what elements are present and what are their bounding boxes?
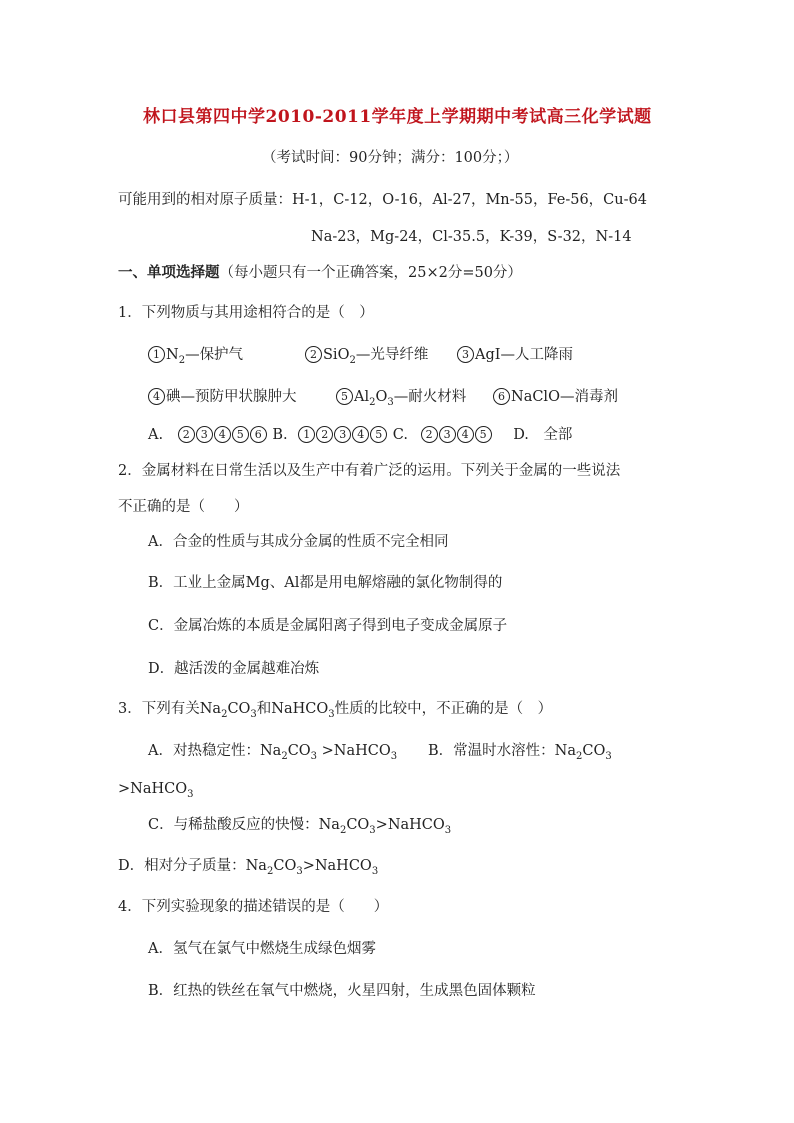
q3-option-d: D．相对分子质量：$Na_2CO_3>NaHCO_3$	[118, 858, 379, 877]
q1-item-5: 5 $Al_2O_3—$耐火材料	[336, 388, 466, 406]
q4-stem: 4．下列实验现象的描述错误的是（ ）	[118, 899, 389, 915]
q1-item-2: 2 SiO$_2$—光导纤维	[305, 346, 428, 364]
section-note: （每小题只有一个正确答案，25×2分=50分）	[219, 265, 522, 281]
exam-info: （考试时间：90分钟；满分：100分；）	[262, 150, 519, 166]
q1-item-1: 1 $N_2—$保护气	[148, 346, 243, 364]
circled-number: 3	[457, 346, 474, 363]
q1-options: A. 2 3 4 5 6 B. 1 2 3 4 5 C. 2 3 4 5 D. 全部	[148, 427, 573, 443]
atomic-mass-line-2: Na-23，Mg-24，Cl-35.5，K-39，S-32，N-14	[311, 229, 632, 245]
q1-option-b-label: B.	[272, 427, 288, 443]
circled-number: 6	[493, 388, 510, 405]
circled-number: 5	[336, 388, 353, 405]
atomic-mass-line-1: 可能用到的相对原子质量：H-1，C-12，O-16，Al-27，Mn-55，Fe-56，Cu-64	[118, 192, 647, 208]
circled-number: 1	[148, 346, 165, 363]
q3-option-b-cont: >NaHCO$_3$	[118, 781, 194, 800]
q1-item-6: 6 NaClO—消毒剂	[493, 388, 618, 406]
circled-number: 2	[305, 346, 322, 363]
section-heading	[118, 264, 522, 282]
section-title: 一、单项选择题	[118, 264, 220, 281]
q4-option-b: B．红热的铁丝在氧气中燃烧，火星四射，生成黑色固体颗粒	[148, 983, 536, 999]
q3-option-a: A．对热稳定性：$Na_2CO_3$ >NaHCO$_3$	[148, 743, 398, 762]
q3-stem: 3．下列有关$Na_2CO_3$和NaHCO$_3$性质的比较中，不正确的是（ ）	[118, 701, 553, 720]
q2-option-b: B．工业上金属Mg、Al都是用电解熔融的氯化物制得的	[148, 575, 503, 591]
q1-option-d: D. 全部	[513, 427, 573, 443]
q1-stem: 1．下列物质与其用途相符合的是（ ）	[118, 305, 374, 321]
q2-stem-1: 2．金属材料在日常生活以及生产中有着广泛的运用。下列关于金属的一些说法	[118, 463, 621, 479]
page-title: 林口县第四中学2010-2011学年度上学期期中考试高三化学试题	[143, 107, 652, 127]
q2-option-a: A．合金的性质与其成分金属的性质不完全相同	[148, 534, 449, 550]
q1-item-4: 4 碘—预防甲状腺肿大	[148, 388, 297, 406]
circled-number: 4	[148, 388, 165, 405]
q2-option-c: C．金属冶炼的本质是金属阳离子得到电子变成金属原子	[148, 618, 508, 634]
q1-option-c-label: C.	[392, 427, 408, 443]
q1-item-3: 3 AgI—人工降雨	[457, 346, 573, 364]
q3-option-b: B．常温时水溶性：$Na_2CO_3$	[428, 743, 612, 762]
q4-option-a: A．氢气在氯气中燃烧生成绿色烟雾	[148, 941, 376, 957]
q3-option-c: C．与稀盐酸反应的快慢：$Na_2CO_3>NaHCO_3$	[148, 817, 452, 836]
q1-option-a-label: A.	[148, 427, 164, 443]
q2-stem-2: 不正确的是（ ）	[118, 499, 249, 515]
q2-option-d: D．越活泼的金属越难冶炼	[148, 661, 320, 677]
